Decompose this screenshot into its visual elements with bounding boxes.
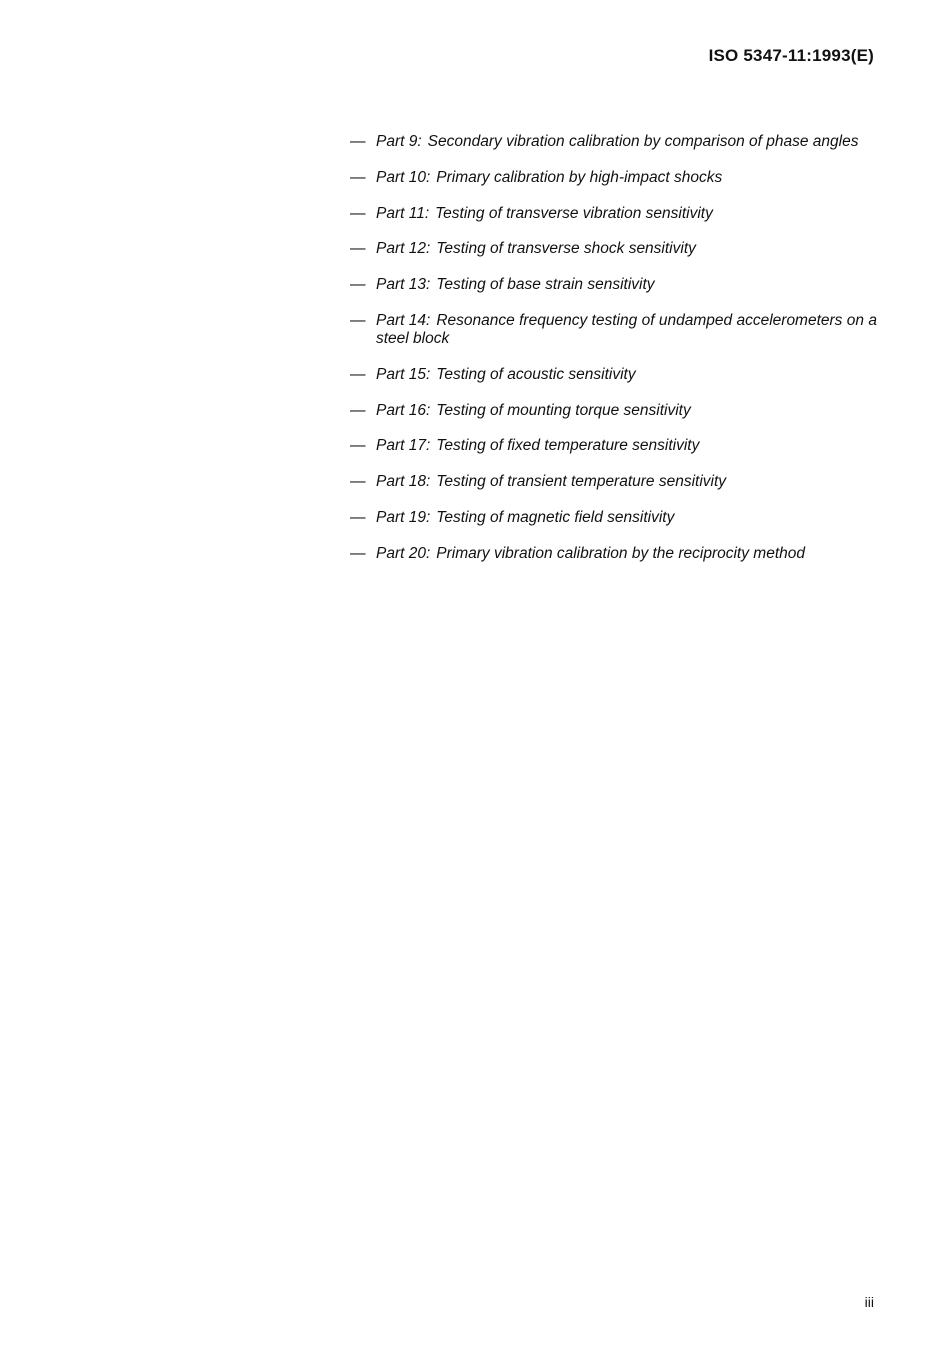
part-title: Secondary vibration calibration by comparison of phase angles xyxy=(427,133,859,150)
dash-bullet: — xyxy=(350,240,366,258)
part-title: Testing of transverse shock sensitivity xyxy=(436,240,696,258)
dash-bullet: — xyxy=(350,508,366,526)
parts-list xyxy=(350,133,877,581)
list-item xyxy=(350,169,877,187)
list-item xyxy=(350,545,877,563)
part-number: Part 20: xyxy=(376,544,431,562)
dash-bullet: — xyxy=(350,311,366,329)
part-number: Part 12: xyxy=(376,240,431,258)
part-title: Testing of mounting torque sensitivity xyxy=(436,401,691,419)
part-number: Part 9: xyxy=(376,133,422,150)
dash-bullet: — xyxy=(350,168,366,186)
list-item xyxy=(350,366,877,384)
dash-bullet: — xyxy=(350,365,366,383)
list-item xyxy=(350,276,877,294)
part-title: Testing of fixed temperature sensitivity xyxy=(436,437,700,455)
dash-bullet: — xyxy=(350,133,366,150)
list-item xyxy=(350,437,877,455)
part-number: Part 16: xyxy=(376,401,431,419)
part-number: Part 17: xyxy=(376,437,431,455)
list-item xyxy=(350,509,877,527)
part-title: Testing of transverse vibration sensitivity xyxy=(435,204,713,222)
dash-bullet: — xyxy=(350,276,366,294)
list-item xyxy=(350,402,877,420)
list-item xyxy=(350,312,877,348)
list-item xyxy=(350,205,877,223)
document-identifier: ISO 5347-11:1993(E) xyxy=(708,46,874,65)
list-item xyxy=(350,473,877,491)
part-title: Primary calibration by high-impact shocks xyxy=(436,168,723,186)
dash-bullet: — xyxy=(350,401,366,419)
part-title: Testing of acoustic sensitivity xyxy=(436,365,636,383)
part-title: Testing of magnetic field sensitivity xyxy=(436,508,675,526)
dash-bullet: — xyxy=(350,437,366,455)
dash-bullet: — xyxy=(350,204,366,222)
list-item xyxy=(350,133,877,151)
part-number: Part 10: xyxy=(376,168,431,186)
part-number: Part 15: xyxy=(376,365,431,383)
part-title: Primary vibration calibration by the reciprocity method xyxy=(436,544,805,562)
part-number: Part 13: xyxy=(376,276,431,294)
dash-bullet: — xyxy=(350,473,366,491)
part-number: Part 11: xyxy=(376,204,430,222)
part-title: Testing of transient temperature sensitivity xyxy=(436,473,727,491)
part-number: Part 18: xyxy=(376,473,431,491)
dash-bullet: — xyxy=(350,544,366,562)
part-number: Part 14: xyxy=(376,311,431,329)
page-number: iii xyxy=(864,1294,874,1310)
part-number: Part 19: xyxy=(376,508,431,526)
list-item xyxy=(350,240,877,258)
part-title: Testing of base strain sensitivity xyxy=(436,276,655,294)
part-title: Resonance frequency testing of undamped accelerometers on a steel block xyxy=(376,311,878,347)
